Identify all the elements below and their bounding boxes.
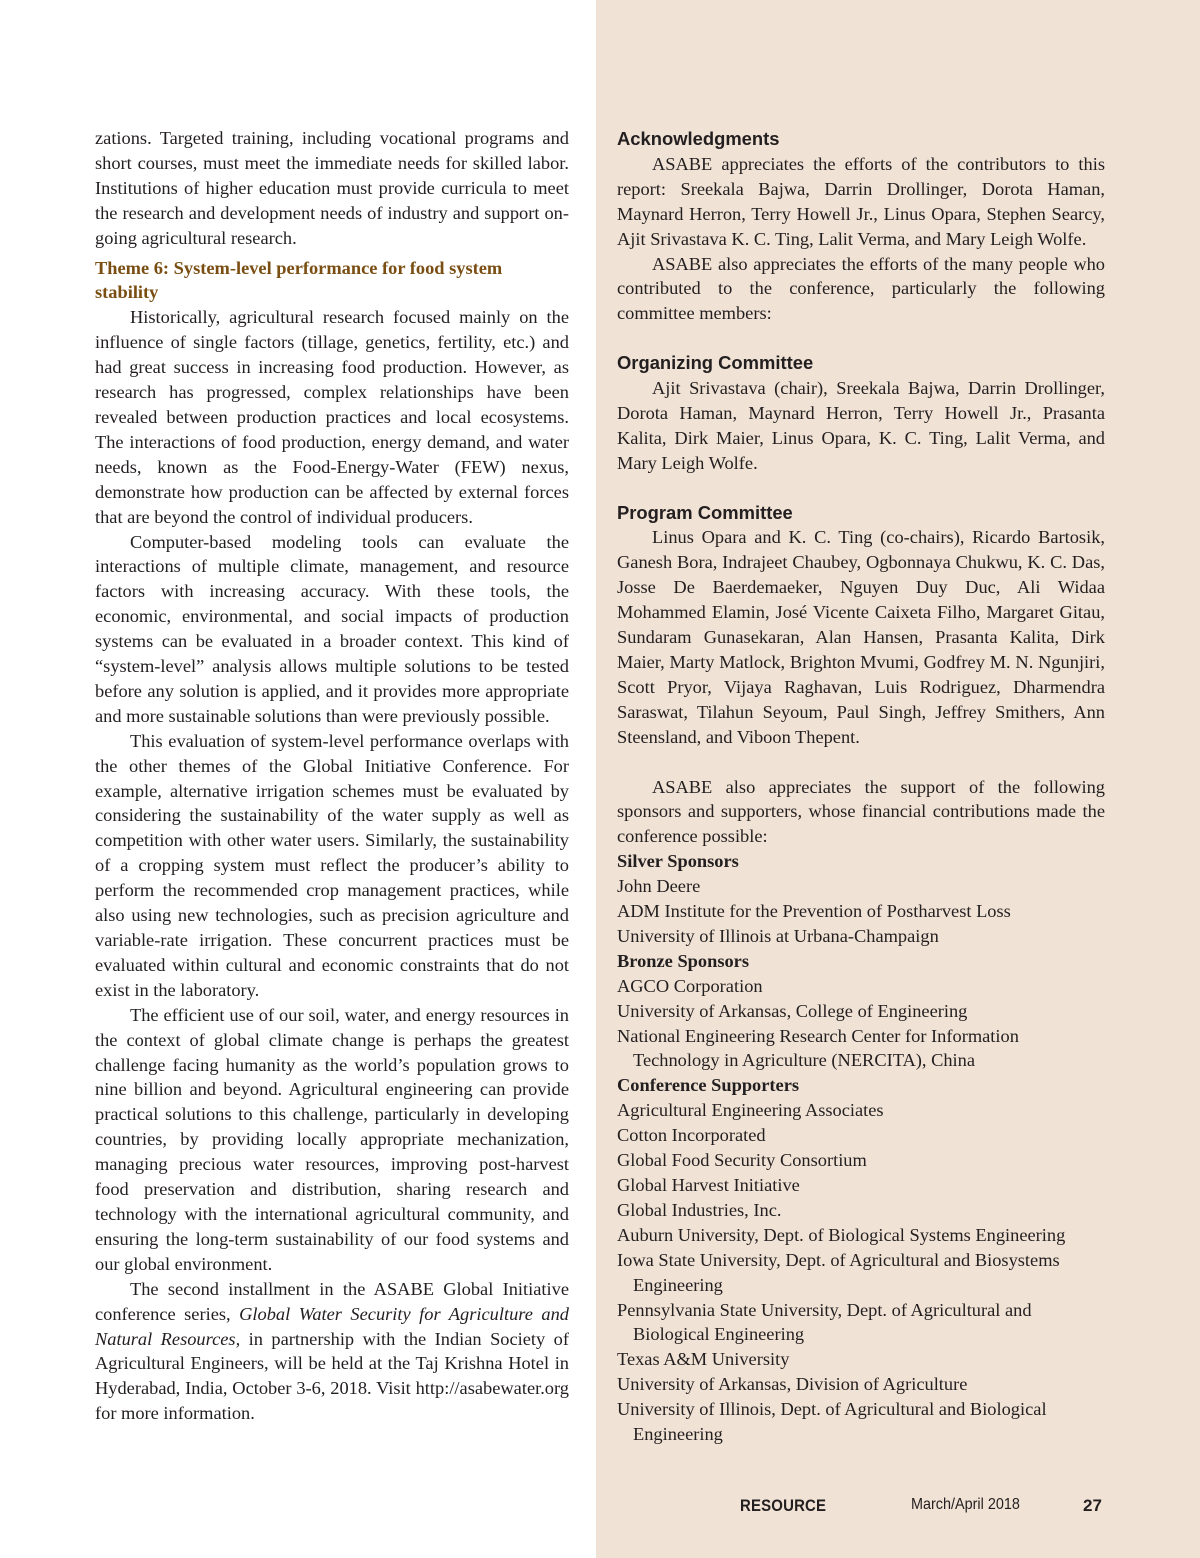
sponsor-item: AGCO Corporation (617, 975, 763, 996)
sponsor-item: National Engineering Research Center for Information Technology in Agriculture (NERCITA), China (617, 1025, 1019, 1071)
closing-text-start: The second installment in the ASABE Global Initiative conference series, (95, 1278, 569, 1324)
main-article-column (95, 126, 569, 1426)
program-committee-heading: Program Committee (617, 501, 793, 523)
page-number: 27 (1083, 1496, 1102, 1515)
sponsor-item: ADM Institute for the Prevention of Postharvest Loss (617, 901, 1011, 922)
article-paragraph: The efficient use of our soil, water, and energy resources in the context of global climate change is perhaps the greatest challenge facing humanity as the world’s population grows to nine billion and beyond. Agricultural engineering can provide practical solutions to this challenge, particularly in developing countries, by providing locally appropriate mechanization, managing precious water resources, improving post-harvest food preservation and distribution, sharing research and technology with the international agricultural community, and ensuring the long-term sustainability of our food systems and our global environment. (95, 1004, 569, 1274)
conference-supporters-heading: Conference Supporters (617, 1075, 800, 1096)
supporter-item: Global Food Security Consortium (617, 1150, 867, 1171)
issue-date: March/April 2018 (911, 1496, 1020, 1513)
article-paragraph-closing (95, 1277, 569, 1426)
sponsors-intro: ASABE also appreciates the support of the following sponsors and supporters, whose financial contributions made the conference possible: (617, 776, 1105, 847)
organizing-committee-heading: Organizing Committee (617, 352, 814, 374)
supporter-item: Global Harvest Initiative (617, 1175, 800, 1196)
article-paragraph-intro: zations. Targeted training, including vocational programs and short courses, must meet the immediate needs for skilled labor. Institutions of higher education must provide curricula to meet the research and development needs of industry and support on-going agricultural research. (95, 128, 569, 248)
article-paragraph: Historically, agricultural research focused mainly on the influence of single factors (tillage, genetics, fertility, etc.) and had great success in increasing food production. However, as research has progressed, complex relationships have been revealed between production practices and local ecosystems. The interactions of food production, energy demand, and water needs, known as the Food-Energy-Water (FEW) nexus, demonstrate how production can be affected by external forces that are beyond the control of individual producers. (95, 307, 569, 527)
supporter-item: Auburn University, Dept. of Biological Systems Engineering (617, 1224, 1066, 1245)
closing-text-end: in partnership with the Indian Society of Agricultural Engineers, will be held at the Taj Krishna Hotel in Hyderabad, India, October 3-6, 2018. Visit http://asabewater.org for more information. (95, 1328, 569, 1424)
supporter-item: Texas A&M University (617, 1349, 790, 1370)
conference-title: Global Water Security for Agriculture and Natural Resources, (95, 1303, 569, 1349)
acknowledgments-heading: Acknowledgments (617, 128, 780, 149)
supporter-item: Global Industries, Inc. (617, 1199, 782, 1220)
supporter-item: Cotton Incorporated (617, 1125, 766, 1146)
sponsor-item: University of Arkansas, College of Engineering (617, 1000, 968, 1021)
silver-sponsors-heading: Silver Sponsors (617, 851, 739, 872)
acknowledgments-paragraph: ASABE appreciates the efforts of the contributors to this report: Sreekala Bajwa, Darrin Drollinger, Dorota Haman, Maynard Herron, Terry Howell Jr., Linus Opara, Stephen Searcy, Ajit Srivastava K. C. Ting, Lalit Verma, and Mary Leigh Wolfe. (617, 153, 1105, 249)
program-committee-list: Linus Opara and K. C. Ting (co-chairs), Ricardo Bartosik, Ganesh Bora, Indrajeet Chaubey, Ogbonnaya Chukwu, K. C. Das, Josse De Baerdemaeker, Nguyen Duy Duc, Ali Widaa Mohammed Elamin, José Vicente Caixeta Filho, Margaret Gitau, Sundaram Gunasekaran, Alan Hansen, Prasanta Kalita, Dirk Maier, Marty Matlock, Brighton Mvumi, Godfrey M. N. Ngunjiri, Scott Pryor, Vijaya Raghavan, Luis Rodriguez, Dharmendra Saraswat, Tilahun Seyoum, Paul Singh, Jeffrey Smithers, Ann Steensland, and Viboon Thepent. (617, 527, 1105, 747)
supporter-item: University of Illinois, Dept. of Agricultural and Biological Engineering (617, 1399, 1047, 1445)
organizing-committee-list: Ajit Srivastava (chair), Sreekala Bajwa, Darrin Drollinger, Dorota Haman, Maynard Herron, Terry Howell Jr., Prasanta Kalita, Dirk Maier, Linus Opara, K. C. Ting, Lalit Verma, and Mary Leigh Wolfe. (617, 378, 1105, 473)
article-paragraph: Computer-based modeling tools can evaluate the interactions of multiple climate, management, and resource factors with increasing accuracy. With these tools, the economic, environmental, and social impacts of production systems can be evaluated in a broader context. This kind of “system-level” analysis allows multiple solutions to be tested before any solution is applied, and it provides more appropriate and more sustainable solutions than were previously possible. (95, 531, 569, 726)
theme-6-heading: Theme 6: System-level performance for food system stability (95, 257, 503, 303)
supporter-item: Agricultural Engineering Associates (617, 1100, 884, 1121)
magazine-name: RESOURCE (740, 1496, 827, 1515)
supporter-item: University of Arkansas, Division of Agriculture (617, 1374, 968, 1395)
sponsor-item: University of Illinois at Urbana-Champaign (617, 925, 939, 946)
supporter-item: Iowa State University, Dept. of Agricultural and Biosystems Engineering (617, 1249, 1060, 1295)
acknowledgments-sidebar (617, 127, 1105, 1447)
acknowledgments-paragraph: ASABE also appreciates the efforts of the many people who contributed to the conference, particularly the following committee members: (617, 253, 1105, 324)
supporter-item: Pennsylvania State University, Dept. of Agricultural and Biological Engineering (617, 1299, 1032, 1345)
sponsor-item: John Deere (617, 876, 701, 897)
bronze-sponsors-heading: Bronze Sponsors (617, 950, 749, 971)
article-paragraph: This evaluation of system-level performance overlaps with the other themes of the Global Initiative Conference. For example, alternative irrigation schemes must be evaluated by considering the sustainability of the water supply as well as competition with other water users. Similarly, the sustainability of a cropping system must reflect the producer’s ability to perform the recommended crop management practices, while also using new technologies, such as precision agriculture and variable-rate irrigation. These concurrent practices must be evaluated within cultural and economic constraints that do not exist in the laboratory. (95, 730, 569, 1000)
